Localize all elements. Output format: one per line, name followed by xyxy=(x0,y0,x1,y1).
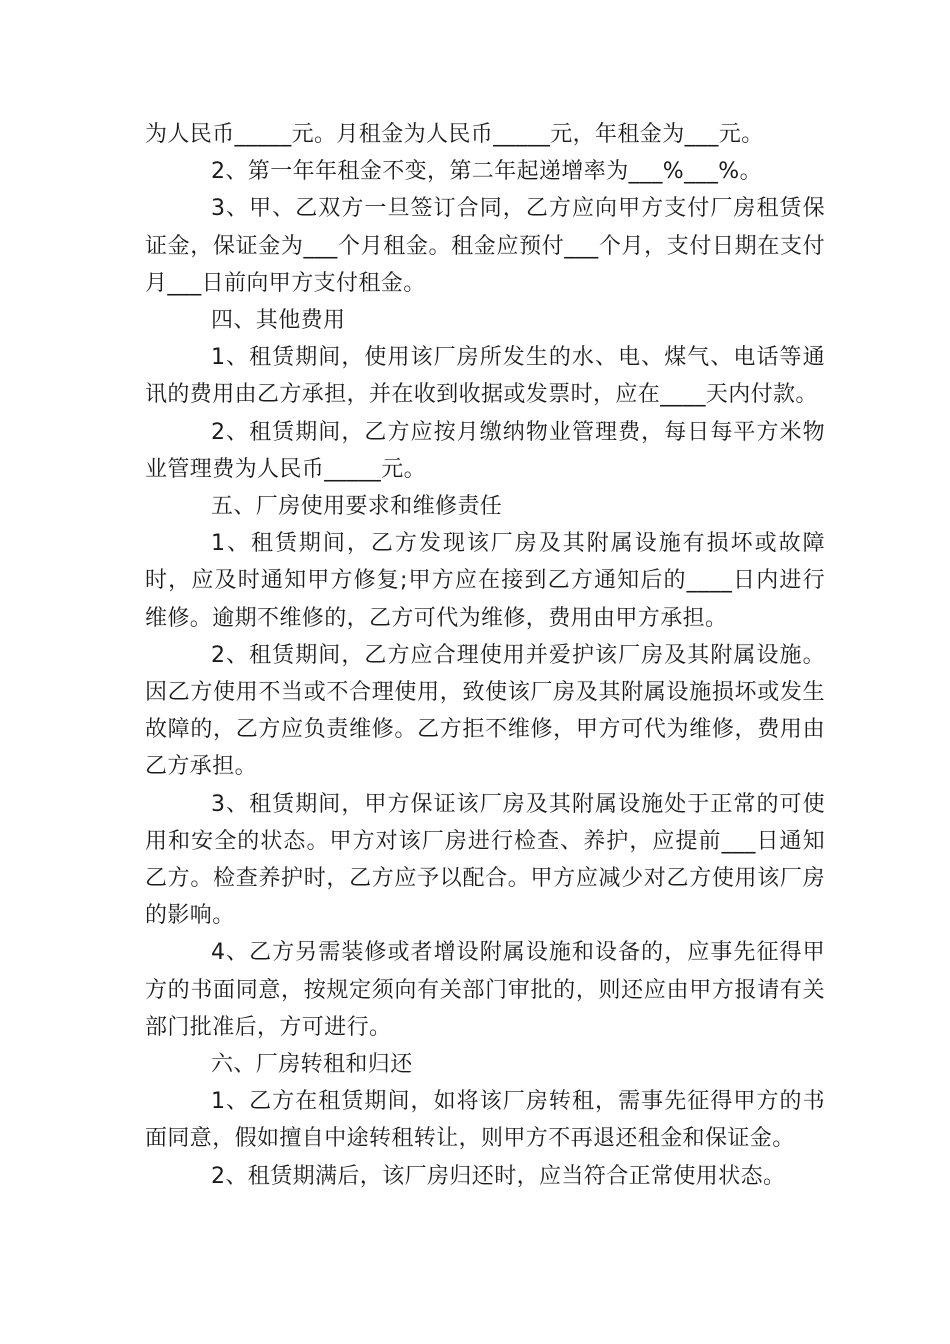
section-heading-usage-maintenance: 五、厂房使用要求和维修责任 xyxy=(211,494,503,520)
paragraph-inspection: 3、租赁期间，甲方保证该厂房及其附属设施处于正常的可使用和安全的状态。甲方对该厂房进行检查、养护，应提前___日通知乙方。检查养护时，乙方应予以配合。甲方应减少对乙方使用该厂房的影响。 xyxy=(145,791,825,929)
paragraph-return: 2、租赁期满后，该厂房归还时，应当符合正常使用状态。 xyxy=(211,1163,786,1189)
paragraph-renovation: 4、乙方另需装修或者增设附属设施和设备的，应事先征得甲方的书面同意，按规定须向有关部门审批的，则还应由甲方报请有关部门批准后，方可进行。 xyxy=(145,940,825,1040)
section-heading-sublease-return: 六、厂房转租和归还 xyxy=(211,1052,413,1078)
paragraph-sublease: 1、乙方在租赁期间，如将该厂房转租，需事先征得甲方的书面同意，假如擅自中途转租转让，则甲方不再退还租金和保证金。 xyxy=(145,1089,825,1152)
paragraph-property-fee: 2、租赁期间，乙方应按月缴纳物业管理费，每日每平方米物业管理费为人民币_____元。 xyxy=(145,419,825,482)
document-body xyxy=(145,116,825,1195)
paragraph-proper-use: 2、租赁期间，乙方应合理使用并爱护该厂房及其附属设施。因乙方使用不当或不合理使用，致使该厂房及其附属设施损坏或发生故障的，乙方应负责维修。乙方拒不维修，甲方可代为维修，费用由乙方承担。 xyxy=(145,642,825,780)
paragraph-deposit: 3、甲、乙双方一旦签订合同，乙方应向甲方支付厂房租赁保证金，保证金为___个月租金。租金应预付___个月，支付日期在支付月___日前向甲方支付租金。 xyxy=(145,196,825,296)
paragraph-rent-increase: 2、第一年年租金不变，第二年起递增率为___%___%。 xyxy=(211,159,763,185)
paragraph-utilities: 1、租赁期间，使用该厂房所发生的水、电、煤气、电话等通讯的费用由乙方承担，并在收到收据或发票时，应在____天内付款。 xyxy=(145,345,825,408)
section-heading-other-fees: 四、其他费用 xyxy=(211,308,346,334)
paragraph-repair-notice: 1、租赁期间，乙方发现该厂房及其附属设施有损坏或故障时，应及时通知甲方修复;甲方应在接到乙方通知后的____日内进行维修。逾期不维修的，乙方可代为维修，费用由甲方承担。 xyxy=(145,531,825,631)
paragraph-rent-amounts: 为人民币_____元。月租金为人民币_____元，年租金为___元。 xyxy=(145,122,764,147)
